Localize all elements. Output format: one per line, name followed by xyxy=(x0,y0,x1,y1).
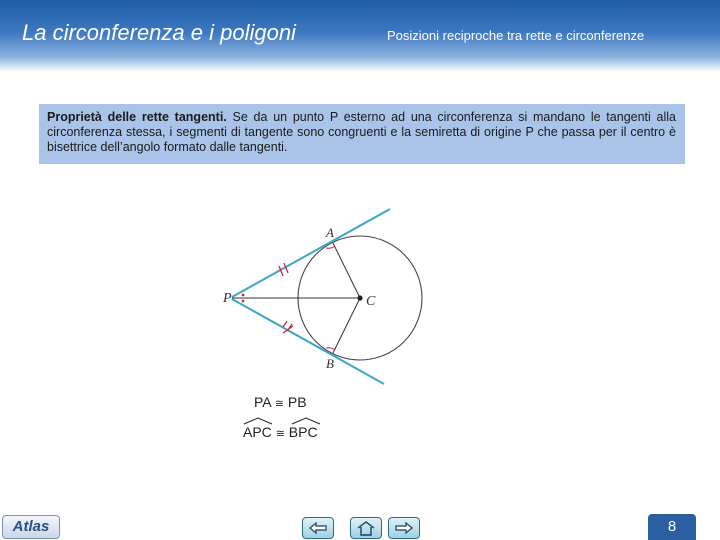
center-point xyxy=(357,295,362,300)
section-subtitle: Posizioni reciproche tra rette e circonferenze xyxy=(387,28,645,43)
definition-lead: Proprietà delle rette tangenti. xyxy=(47,110,227,124)
formula-segments xyxy=(254,394,307,410)
page-number: 8 xyxy=(648,514,696,540)
page-title: La circonferenza e i poligoni xyxy=(22,20,296,45)
right-angle-a xyxy=(326,246,335,248)
prev-button[interactable] xyxy=(302,517,334,539)
formula-apc: APC xyxy=(243,424,272,440)
next-button[interactable] xyxy=(388,517,420,539)
formula-pa: PA xyxy=(254,394,271,410)
arrow-right-icon xyxy=(394,521,414,535)
formula-bpc: BPC xyxy=(288,424,318,440)
tangent-line-b xyxy=(232,299,384,384)
label-c: C xyxy=(366,294,376,309)
definition-body: Se da un punto P esterno ad una circonferenza si mandano le tangenti alla circonferenza stessa, i segmenti di tangente sono congruenti e la semiretta di origine P che passa per il centro è bisettrice dell’angolo formato dalle tangenti. xyxy=(47,110,676,154)
radius-ca xyxy=(333,243,360,298)
label-a: A xyxy=(326,225,334,240)
tangent-line-a xyxy=(232,209,390,297)
home-button[interactable] xyxy=(350,517,382,539)
formula-angles xyxy=(243,424,318,440)
congruent-symbol: ≅ xyxy=(275,428,285,440)
label-p: P xyxy=(223,291,232,306)
atlas-logo: Atlas xyxy=(2,515,60,539)
radius-cb xyxy=(333,298,360,353)
congruent-symbol: ≅ xyxy=(274,398,284,410)
right-angle-b xyxy=(326,348,335,350)
label-b: B xyxy=(326,356,334,371)
formula-pb: PB xyxy=(287,394,307,410)
home-icon xyxy=(356,520,376,536)
angle-hats xyxy=(240,416,330,426)
tick-marks-pa xyxy=(279,263,288,276)
arrow-left-icon xyxy=(308,521,328,535)
